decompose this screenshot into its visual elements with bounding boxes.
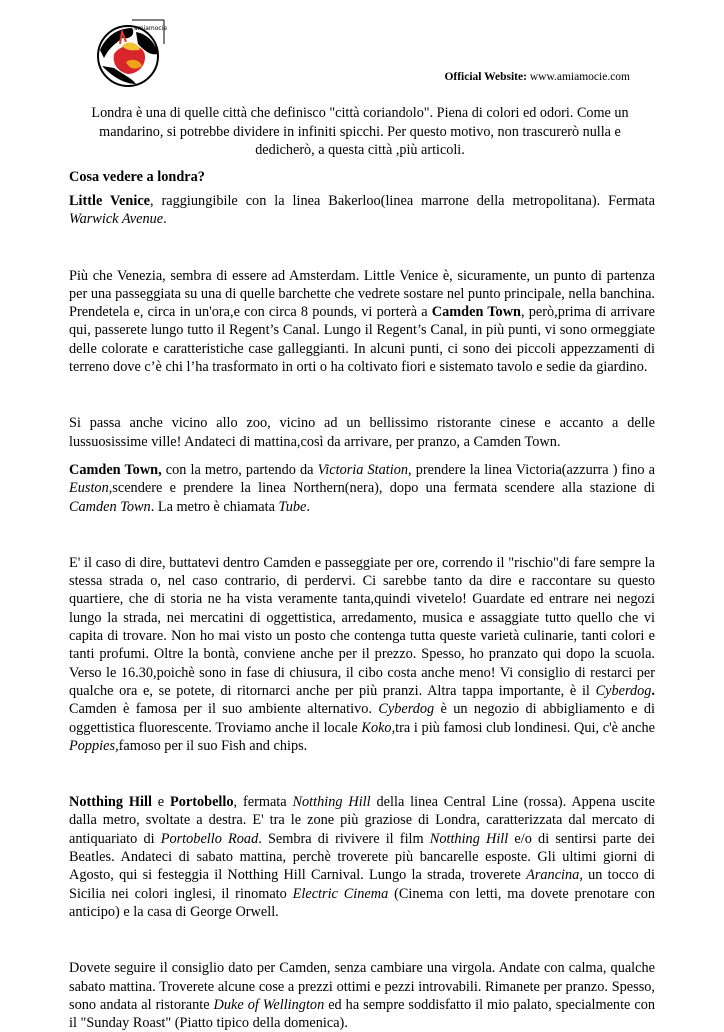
zoo-paragraph: Si passa anche vicino allo zoo, vicino ad un bellissimo ristorante cinese e accanto a delle lussuosissime ville! Andateci di mattina,così da arrivare, per pranzo, a Camden Town.	[69, 415, 655, 450]
final-paragraph	[69, 959, 655, 1032]
camden-directions-paragraph	[69, 461, 655, 516]
tube-word: Tube	[278, 498, 307, 515]
website-url[interactable]: www.amiamocie.com	[529, 71, 630, 83]
electric-cinema: Electric Cinema	[292, 885, 389, 902]
camden-body-paragraph	[69, 554, 655, 755]
cyberdog-1: Cyberdog	[595, 682, 652, 699]
little-venice-paragraph	[69, 192, 655, 229]
cyberdog-2: Cyberdog	[378, 701, 435, 718]
camden-dir-text-3: ,scendere e prendere la linea Northern(nera), dopo una fermata scendere alla stazione di	[108, 480, 655, 497]
notting-stop: Notthing Hill	[292, 794, 371, 811]
website-label: Official Website:	[444, 71, 527, 83]
camden-body-text-5: ,famoso per il suo Fish and chips.	[115, 737, 308, 754]
amsterdam-text-2: , però,prima di arrivare qui, passerete lungo tutto il Regent’s Canal. Lungo il Regent’s Canal, in più punti, vi sono ormeggiate delle colorate e caratteristiche case galleggianti. In alcuni punti, ci sono dei piccoli appezzamenti di terreno dove c’è chi l’ha trasformato in orti o ha coltivato fiori e sistemato tavolo e sedie da giardino.	[69, 304, 655, 376]
notting-film: Notthing Hill	[429, 830, 509, 847]
camden-dir-text-4: . La metro è chiamata	[150, 498, 279, 515]
final-text-2: ed ha sempre soddisfatto il mio palato, specialmente con il "Sunday Roast" (Piatto tipico della domenica).	[69, 996, 656, 1032]
notting-text-3: . Sembra di rivivere il film	[258, 830, 430, 847]
globe-logo-icon	[92, 14, 170, 92]
little-venice-end: .	[163, 211, 167, 228]
camden-dir-text-1: con la metro, partendo da	[161, 461, 318, 478]
final-text-1: Dovete seguire il consiglio dato per Camden, senza cambiare una virgola. Andate con calma, qualche sabato mattina. Troverete alcune cose a prezzi ottimi e pezzi introvabili. Rimanete per pranzo. Spesso, sono andata al ristorante	[69, 960, 655, 1013]
notting-text-5: , un tocco di Sicilia nei colori inglesi, il rinomato	[69, 867, 655, 902]
camden-dir-text-2: , prendere la linea Victoria(azzurra ) fino a	[408, 461, 656, 478]
website-line	[444, 71, 630, 83]
notting-text-6: (Cinema con letti, ma dovete prenotare con anticipo) e la casa di George Orwell.	[69, 885, 655, 920]
camden-body-text-4: ,tra i più famosi club londinesi. Qui, c'è anche	[391, 719, 655, 736]
victoria-station: Victoria Station	[317, 461, 409, 478]
koko-club: Koko	[361, 719, 392, 736]
notting-text-1: , fermata	[233, 794, 293, 811]
camden-link-bold: Camden Town	[431, 304, 521, 321]
notting-hill-name: Notthing Hill	[69, 794, 152, 811]
arancina-shop: Arancina	[526, 867, 580, 884]
notting-and: e	[151, 794, 170, 811]
camden-body-text-3: è un negozio di abbigliamento e di oggettistica fluorescente. Troviamo anche il locale	[69, 701, 655, 736]
section-heading: Cosa vedere a londra?	[69, 168, 205, 185]
notting-hill-paragraph	[69, 793, 655, 921]
amsterdam-paragraph	[69, 267, 655, 377]
cyberdog-dot: .	[651, 682, 655, 699]
duke-of-wellington: Duke of Wellington	[213, 996, 325, 1013]
camden-station: Camden Town	[69, 498, 151, 515]
portobello-road: Portobello Road	[160, 830, 259, 847]
camden-body-text-1: E' il caso di dire, buttatevi dentro Camden e passeggiate per ore, correndo il "rischio"di fare sempre la stessa strada o, nel caso contrario, di perdervi. Ci sarebbe tanto da dire e raccontare su questo quartiere, che di storia ne ha vista veramente tanta,quindi vivetelo! Guardate ed entrare nei negozi lungo la strada, nei mercatini di oggettistica, arredamento, musica e assaggiate tutto quello che vi capita di trovare. Non ho mai visto un posto che contenga tutta queste varietà culinarie, tanti colori e tanti profumi. Oltre la bontà, conviene anche per il prezzo. Spesso, ho pranzato qui dopo la scuola. Verso le 16.30,poichè sono in fase di chiusura, il cibo costa anche meno! Vi consiglio di restarci per qualche ora e, se potete, di ritornarci anche per più pranzi. Altra tappa importante, è il	[69, 554, 655, 699]
little-venice-text: , raggiungibile con la linea Bakerloo(linea marrone della metropolitana). Fermata	[150, 193, 655, 209]
little-venice-name: Little Venice	[69, 193, 151, 209]
camden-dir-text-5: .	[306, 498, 310, 515]
poppies-shop: Poppies	[69, 737, 116, 754]
notting-text-2: della linea Central Line (rossa). Appena uscite dalla metro, svoltate a destra. E' tra le zone più graziose di Londra, caratterizzata dal mercato di antiquariato di	[69, 794, 656, 847]
amsterdam-text: Più che Venezia, sembra di essere ad Amsterdam. Little Venice è, sicuramente, un punto di partenza per una passeggiata su una di quelle barchette che vedrete sostare nel punto principale, nella banchina. Prendetela e, circa in un'ora,e con circa 8 pounds, vi porterà a	[69, 267, 655, 321]
article-body	[69, 104, 655, 1032]
camden-body-text-2: Camden è famosa per il suo ambiente alternativo.	[69, 701, 379, 718]
camden-name: Camden Town,	[69, 461, 162, 478]
little-venice-stop: Warwick Avenue	[69, 211, 164, 228]
portobello-name: Portobello	[170, 794, 234, 811]
notting-text-4: e/o di sentirsi parte dei Beatles. Andateci di sabato mattina, perchè troverete più bancarelle esposte. Gli ultimi giorni di Agosto, qui si festeggia il Notthing Hill Carnival. Lungo la strada, troverete	[69, 830, 655, 884]
logo-lettering: amiamocie	[134, 25, 168, 32]
euston-station: Euston	[69, 480, 109, 497]
intro-paragraph: Londra è una di quelle città che definisco "città coriandolo". Piena di colori ed odori. Come un mandarino, si potrebbe dividere in infiniti spicchi. Per questo motivo, non trascurerò nulla e dedicherò, a questa città ,più articoli.	[91, 105, 629, 158]
